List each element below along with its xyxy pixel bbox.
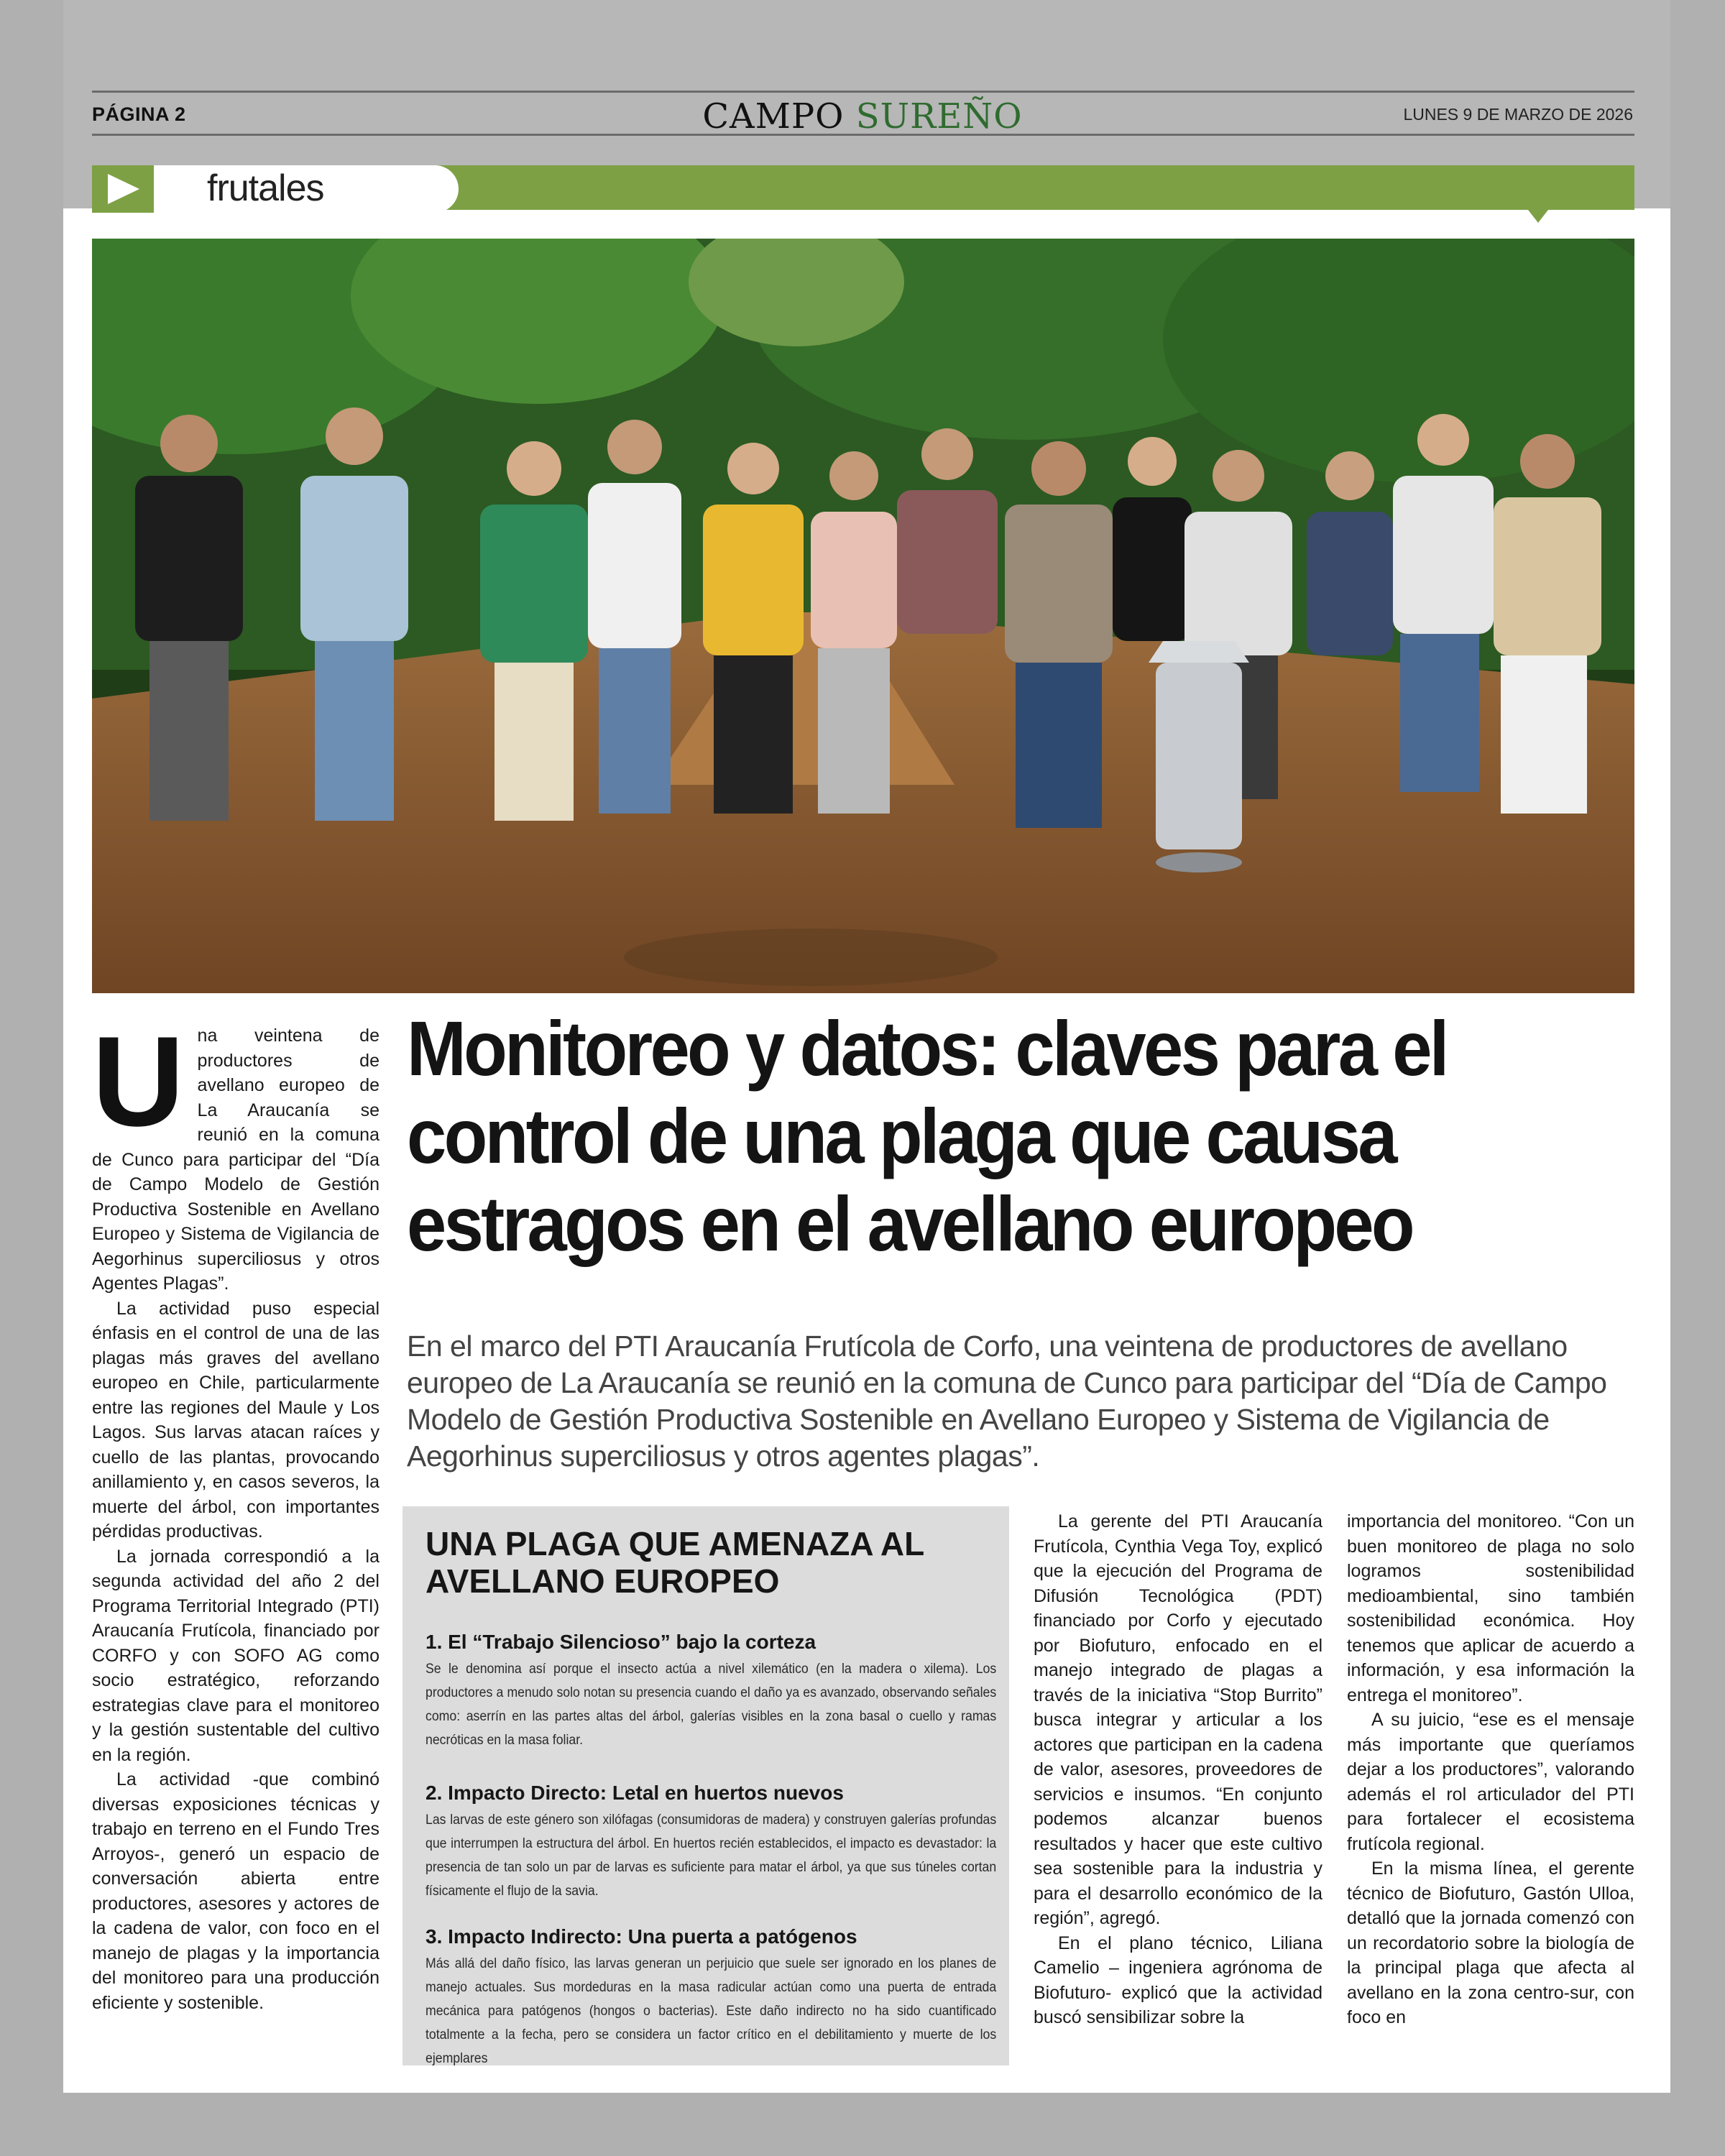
article-paragraph: La actividad puso especial énfasis en el control de una de las plagas más graves del avellano europeo en Chile, particularmente entre las regiones del Maule y Los Lagos. Sus larvas atacan raíces y cuello de las plantas, provocando anillamiento y, en casos severos, la muerte del árbol, con importantes pérdidas productivas. xyxy=(92,1298,380,1542)
article-photo xyxy=(92,239,1634,993)
info-box-item-text: Se le denomina así porque el insecto actúa a nivel xilemático (en la madera o xilema). Los productores a menudo solo notan su presencia cuando el daño ya es avanzado, observando señales como: aserrín en las partes altas del árbol, galerías visibles en la zona basal o cuello y ramas necróticas en la masa foliar. xyxy=(426,1662,997,1748)
article-paragraph: importancia del monitoreo. “Con un buen monitoreo de plaga no solo logramos sostenibilidad medioambiental, sino también sostenibilidad económica. Hoy tenemos que aplicar de acuerdo a información, y esa información la entrega el monitoreo”. xyxy=(1347,1511,1634,1705)
info-box-item xyxy=(426,1925,996,2070)
masthead-rule-top xyxy=(92,91,1634,93)
article-paragraph: La actividad -que combinó diversas exposiciones técnicas y trabajo en terreno en el Fundo Tres Arroyos-, generó un espacio de conversación abierta entre productores, asesores y actores de la cadena de valor, con foco en el manejo de plagas y la importancia del monitoreo para una producción eficiente y sostenible. xyxy=(92,1769,380,2013)
article-column-1 xyxy=(92,1010,380,2015)
article-column-3 xyxy=(1034,1509,1322,2077)
intro-text: na veintena de productores de avellano europeo de La Araucanía se reunió en la comuna de Cunco para participar del “Día de Campo Modelo de Gestión Productiva Sostenible en Avellano Europeo y Sistema de Vigilancia de Aegorhinus superciliosus y otros Agentes Plagas”. xyxy=(92,1026,380,1294)
article-headline: Monitoreo y datos: claves para el control de una plaga que causa estragos en el avellano europeo xyxy=(407,1005,1447,1267)
section-label: frutales xyxy=(207,167,324,209)
section-arrow-box xyxy=(92,165,154,213)
info-box-item xyxy=(426,1630,996,1752)
brand-word-2: SUREÑO xyxy=(855,96,1023,137)
info-box-item xyxy=(426,1781,996,1903)
article-paragraph: En el plano técnico, Liliana Camelio – ingeniera agrónoma de Biofuturo- explicó que la actividad buscó sensibilizar sobre la xyxy=(1034,1932,1322,2027)
page-number: PÁGINA 2 xyxy=(92,103,186,125)
article-paragraph: En la misma línea, el gerente técnico de Biofuturo, Gastón Ulloa, detalló que la jornada comenzó con un recordatorio sobre la biología de la principal plaga que afecta al avellano en la zona centro-sur, con foco en xyxy=(1347,1858,1634,2027)
info-box-item-heading: 2. Impacto Directo: Letal en huertos nuevos xyxy=(426,1782,844,1804)
section-band xyxy=(92,165,1634,213)
article-paragraph: La jornada correspondió a la segunda actividad del año 2 del Programa Territorial Integrado (PTI) Araucanía Frutícola, financiado por CORFO y con SOFO AG como socio estratégico, reforzando estrategias clave para el monitoreo y la gestión sustentable del cultivo en la región. xyxy=(92,1546,380,1765)
section-band-bar xyxy=(358,165,1634,210)
article-paragraph: La gerente del PTI Araucanía Frutícola, Cynthia Vega Toy, explicó que la ejecución del Programa de Difusión Tecnológica (PDT) financiado por Corfo y ejecutado por Biofuturo, enfocado en el manejo integrado de plagas a través de la iniciativa “Stop Burrito” busca integrar y articular a los actores que participan en la cadena de valor, asesores, proveedores de servicios e insumos. “En conjunto podemos alcanzar buenos resultados y hacer que este cultivo sea sostenible para la industria y para el desarrollo económico de la región”, agregó. xyxy=(1034,1511,1322,1928)
issue-date: LUNES 9 DE MARZO DE 2026 xyxy=(1403,105,1633,124)
info-box-item-heading: 3. Impacto Indirecto: Una puerta a patógenos xyxy=(426,1925,857,1948)
article-paragraph: A su juicio, “ese es el mensaje más importante que queríamos dejar a los productores”, valorando además el rol articulador del PTI para fortalecer el ecosistema frutícola regional. xyxy=(1347,1710,1634,1854)
drop-cap: U xyxy=(92,1010,185,1153)
article-paragraph xyxy=(92,1010,380,1296)
info-box xyxy=(402,1506,1009,2065)
section-band-notch xyxy=(1528,210,1548,223)
play-arrow-icon xyxy=(104,172,142,206)
info-box-title: UNA PLAGA QUE AMENAZA AL AVELLANO EUROPEO xyxy=(426,1525,924,1600)
article-deck: En el marco del PTI Araucanía Frutícola de Corfo, una veintena de productores de avellano europeo de La Araucanía se reunió en la comuna de Cunco para participar del “Día de Campo Modelo de Gestión Productiva Sostenible en Avellano Europeo y Sistema de Vigilancia de Aegorhinus superciliosus y otros agentes plagas”. xyxy=(407,1330,1607,1473)
article-column-4 xyxy=(1347,1509,1634,2077)
info-box-item-heading: 1. El “Trabajo Silencioso” bajo la corteza xyxy=(426,1631,816,1653)
info-box-item-text: Más allá del daño físico, las larvas generan un perjuicio que suele ser ignorado en los planes de manejo actuales. Sus mordeduras en la masa radicular actúan como una puerta de entrada mecánica para patógenos (hongos o bacterias). Este daño indirecto no ha sido cuantificado totalmente a la fecha, pero se considera un factor crítico en el debilitamiento y muerte de los ejemplares xyxy=(426,1956,997,2066)
brand-word-1: CAMPO xyxy=(702,96,845,137)
info-box-item-text: Las larvas de este género son xilófagas (consumidoras de madera) y construyen galerías profundas que interrumpen la estructura del árbol. En huertos recién establecidos, el impacto es devastador: la presencia de tan solo un par de larvas es suficiente para matar el árbol, ya que sus túneles cortan físicamente el flujo de la savia. xyxy=(426,1812,997,1899)
